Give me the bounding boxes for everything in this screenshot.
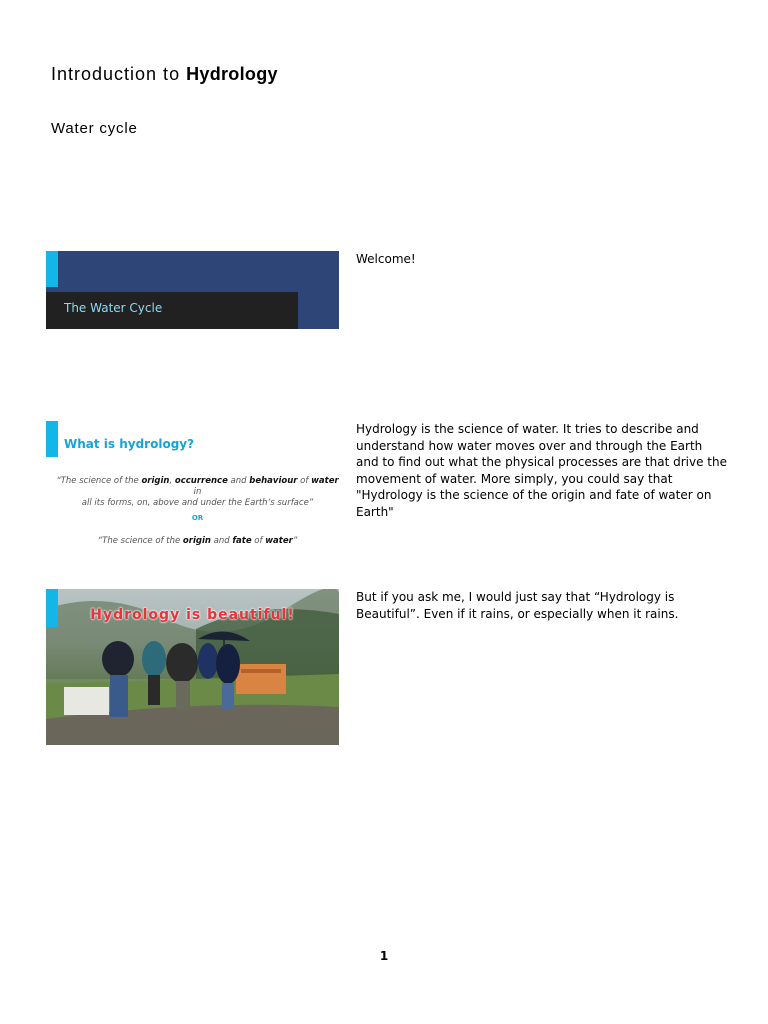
- quote-text: ”: [292, 536, 298, 546]
- quote-emphasis: origin: [141, 476, 170, 486]
- slide-accent-bar: [46, 421, 58, 457]
- slide-quote-2: [56, 536, 339, 547]
- quote-emphasis: fate: [232, 536, 252, 546]
- title-bold: Hydrology: [186, 64, 278, 84]
- quote-emphasis: water: [311, 476, 339, 486]
- or-label: OR: [191, 514, 204, 522]
- slide-quote-1: [56, 476, 339, 509]
- document-title: [51, 64, 278, 85]
- quote-emphasis: water: [265, 536, 293, 546]
- quote-text: and: [210, 536, 233, 546]
- quote-text: “The science of the: [56, 476, 142, 486]
- slide-accent-bar: [46, 251, 58, 287]
- slide-notes-3: But if you ask me, I would just say that “Hydrology is Beautiful”. Even if it rains, or especially when it rains.: [356, 590, 679, 621]
- quote-text: of: [251, 536, 266, 546]
- slide-thumbnail-3: [46, 589, 339, 745]
- quote-text: and: [227, 476, 250, 486]
- slide-title: Hydrology is beautiful!: [90, 607, 295, 623]
- slide-notes-2: Hydrology is the science of water. It tries to describe and understand how water moves over and through the Earth and to find out what the physical processes are that drive the movement of water. More simply, you could say that "Hydrology is the science of the origin and fate of water on Earth": [356, 422, 727, 519]
- quote-text: in: [193, 487, 202, 497]
- slide-thumbnail-1: [46, 251, 339, 329]
- document-subtitle: Water cycle: [51, 120, 138, 137]
- quote-text: “The science of the: [97, 536, 183, 546]
- slide-notes-1: Welcome!: [356, 252, 416, 266]
- slide-thumbnail-2: [46, 421, 339, 552]
- quote-text: of: [297, 476, 312, 486]
- quote-text: ,: [169, 476, 175, 486]
- quote-emphasis: occurrence: [174, 476, 228, 486]
- slide-title: The Water Cycle: [64, 301, 163, 315]
- page-number: 1: [379, 949, 389, 963]
- title-prefix: Introduction to: [51, 64, 181, 84]
- quote-text: all its forms, on, above and under the Earth’s surface”: [81, 498, 314, 508]
- quote-emphasis: origin: [182, 536, 211, 546]
- quote-emphasis: behaviour: [249, 476, 298, 486]
- slide-title-bar: [46, 292, 298, 329]
- slide-title: What is hydrology?: [64, 437, 195, 451]
